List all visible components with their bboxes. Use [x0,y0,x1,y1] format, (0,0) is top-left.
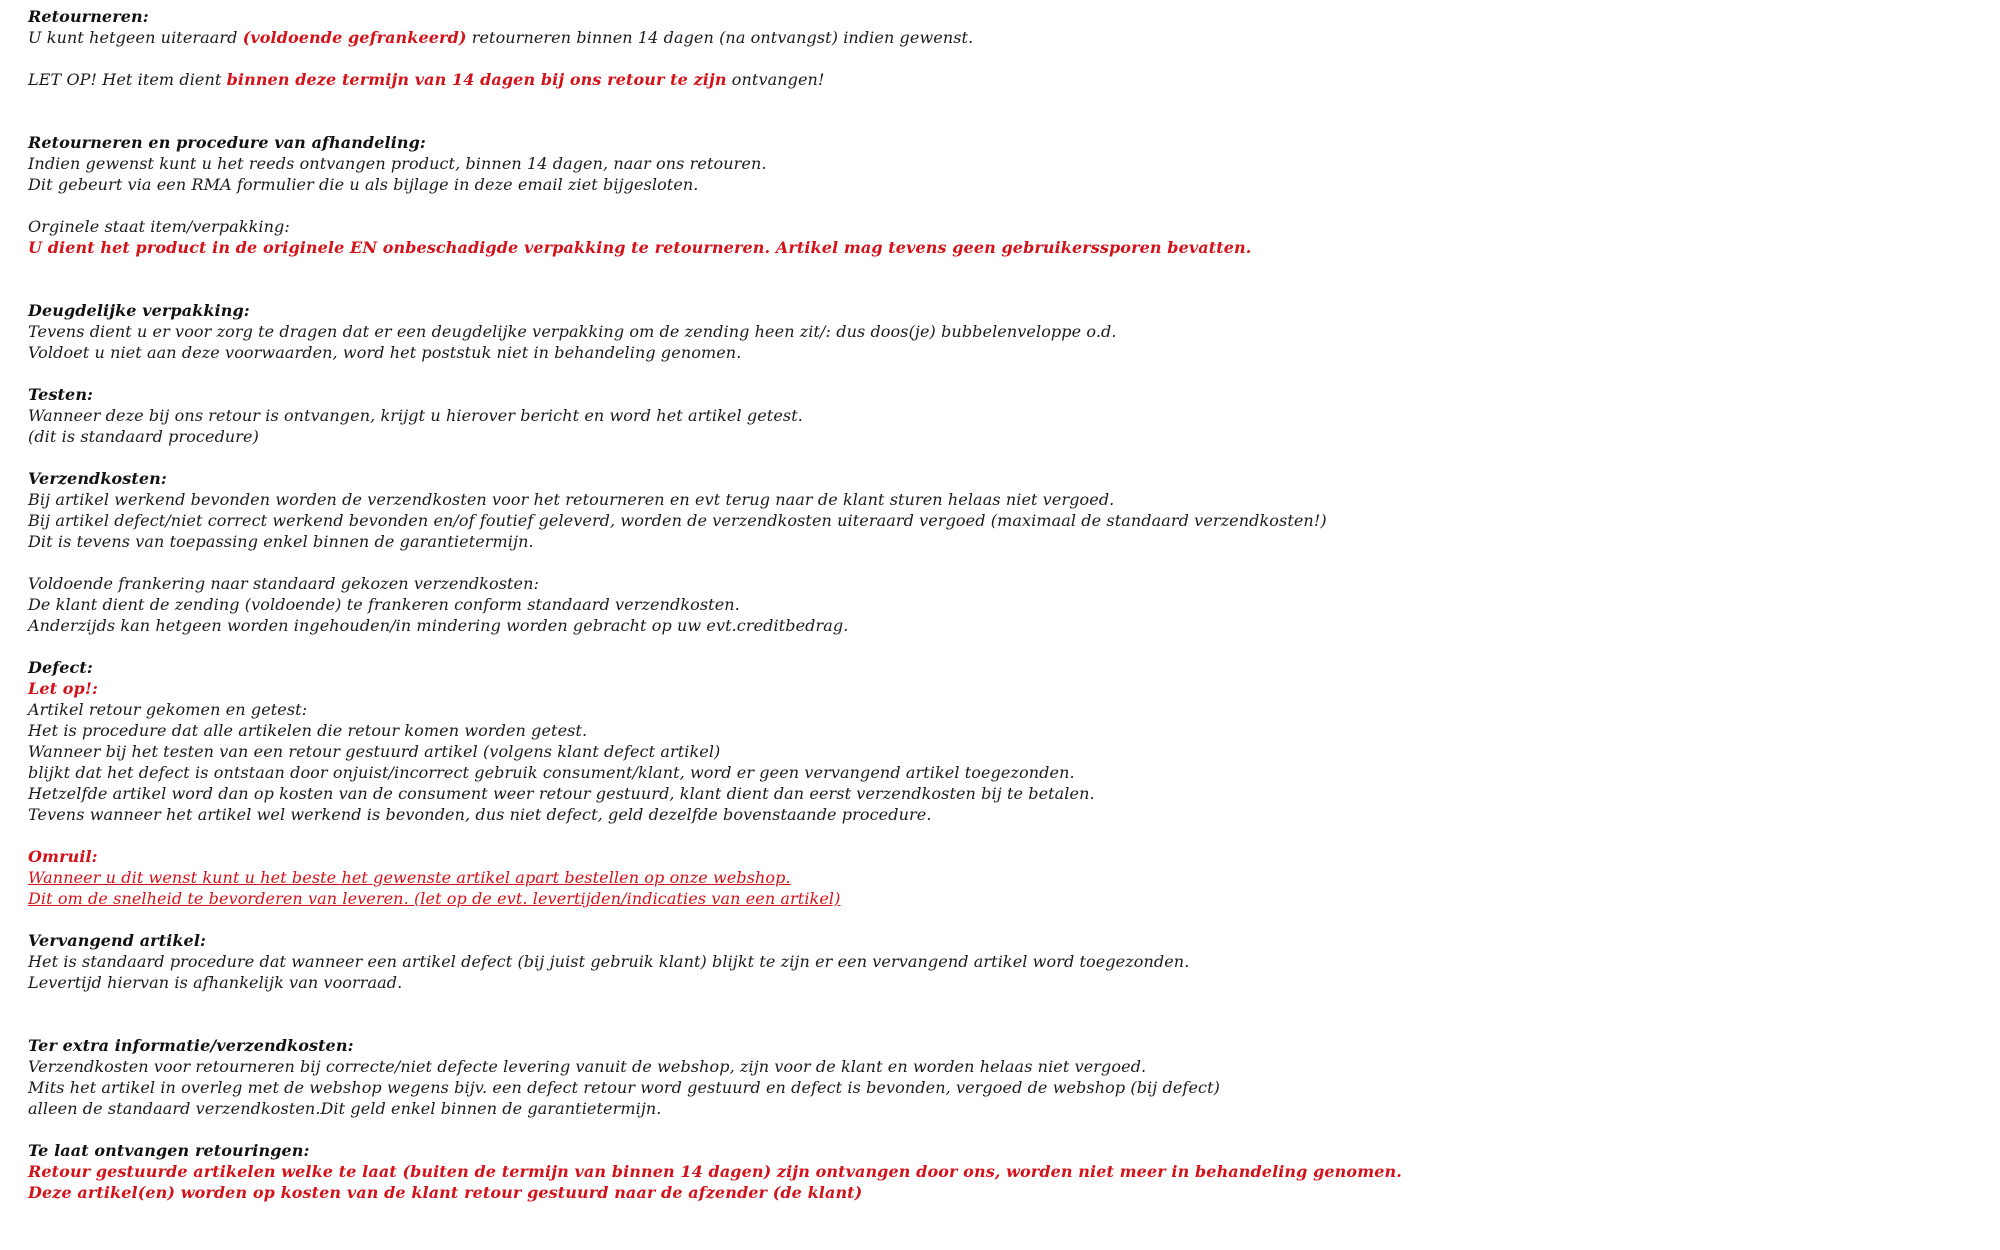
defect-line-4: blijkt dat het defect is ontstaan door onjuist/incorrect gebruik consument/klant, word er geen vervangend artikel toegezonden. [28,763,1075,782]
defect-heading: Defect: [28,658,93,677]
verpakking-line-1: Tevens dient u er voor zorg te dragen dat er een deugdelijke verpakking om de zending heen zit/: dus doos(je) bubbelenveloppe o.d. [28,322,1117,341]
testen-heading: Testen: [28,385,94,404]
frankering-line-2: Anderzijds kan hetgeen worden ingehouden/in mindering worden gebracht op uw evt.creditbedrag. [28,616,849,635]
testen-line-1: Wanneer deze bij ons retour is ontvangen, krijgt u hierover bericht en word het artikel getest. [28,406,803,425]
retourneren-heading: Retourneren: [28,7,149,26]
staat-heading: Orginele staat item/verpakking: [28,217,290,236]
procedure-heading: Retourneren en procedure van afhandeling: [28,133,426,152]
verzendkosten-line-3: Dit is tevens van toepassing enkel binnen de garantietermijn. [28,532,534,551]
defect-line-3: Wanneer bij het testen van een retour gestuurd artikel (volgens klant defect artikel) [28,742,721,761]
retourneren-line-1-b: retourneren binnen 14 dagen (na ontvangst) indien gewenst. [466,28,974,47]
extra-line-1: Verzendkosten voor retourneren bij correcte/niet defecte levering vanuit de webshop, zijn voor de klant en worden helaas niet vergoed. [28,1057,1147,1076]
procedure-line-2: Dit gebeurt via een RMA formulier die u als bijlage in deze email ziet bijgesloten. [28,175,699,194]
vervangend-line-1: Het is standaard procedure dat wanneer een artikel defect (bij juist gebruik klant) blijkt te zijn er een vervangend artikel word toegezonden. [28,952,1190,971]
retourneren-line-1-a: U kunt hetgeen uiteraard [28,28,243,47]
defect-line-1: Artikel retour gekomen en getest: [28,700,308,719]
extra-line-2: Mits het artikel in overleg met de webshop wegens bijv. een defect retour word gestuurd en defect is bevonden, vergoed de webshop (bij defect) [28,1078,1220,1097]
frankering-line-1: De klant dient de zending (voldoende) te frankeren conform standaard verzendkosten. [28,595,740,614]
verpakking-heading: Deugdelijke verpakking: [28,301,250,320]
telaat-line-2: Deze artikel(en) worden op kosten van de klant retour gestuurd naar de afzender (de klant) [28,1183,863,1202]
retourneren-line-2 [28,69,1988,90]
verpakking-line-2: Voldoet u niet aan deze voorwaarden, word het poststuk niet in behandeling genomen. [28,343,742,362]
vervangend-line-2: Levertijd hiervan is afhankelijk van voorraad. [28,973,403,992]
defect-letop: Let op!: [28,679,98,698]
omruil-heading: Omruil: [28,847,98,866]
verzendkosten-heading: Verzendkosten: [28,469,167,488]
frankering-heading: Voldoende frankering naar standaard gekozen verzendkosten: [28,574,540,593]
retourneren-line-1-highlight: (voldoende gefrankeerd) [242,28,467,47]
omruil-levertijden-link[interactable]: Dit om de snelheid te bevorderen van leveren. (let op de evt. levertijden/indicaties van een artikel) [28,889,841,908]
procedure-line-1: Indien gewenst kunt u het reeds ontvangen product, binnen 14 dagen, naar ons retouren. [28,154,767,173]
defect-line-6: Tevens wanneer het artikel wel werkend is bevonden, dus niet defect, geld dezelfde bovenstaande procedure. [28,805,932,824]
extra-line-3: alleen de standaard verzendkosten.Dit geld enkel binnen de garantietermijn. [28,1099,662,1118]
vervangend-heading: Vervangend artikel: [28,931,207,950]
extra-heading: Ter extra informatie/verzendkosten: [28,1036,354,1055]
telaat-line-1: Retour gestuurde artikelen welke te laat (buiten de termijn van binnen 14 dagen) zijn ontvangen door ons, worden niet meer in behandeling genomen. [28,1162,1402,1181]
testen-line-2: (dit is standaard procedure) [28,427,259,446]
staat-warning: U dient het product in de originele EN onbeschadigde verpakking te retourneren. Artikel mag tevens geen gebruikerssporen bevatten. [28,238,1252,257]
retourneren-line-1 [28,27,1988,48]
retourneren-line-2-a: LET OP! Het item dient [28,70,227,89]
omruil-webshop-link[interactable]: Wanneer u dit wenst kunt u het beste het gewenste artikel apart bestellen op onze webshop. [28,868,791,887]
retourneren-line-2-b: ontvangen! [726,70,825,89]
defect-line-5: Hetzelfde artikel word dan op kosten van de consument weer retour gestuurd, klant dient dan eerst verzendkosten bij te betalen. [28,784,1095,803]
verzendkosten-line-1: Bij artikel werkend bevonden worden de verzendkosten voor het retourneren en evt terug naar de klant sturen helaas niet vergoed. [28,490,1115,509]
return-policy-document [28,6,1988,1203]
telaat-heading: Te laat ontvangen retouringen: [28,1141,310,1160]
defect-line-2: Het is procedure dat alle artikelen die retour komen worden getest. [28,721,588,740]
retourneren-line-2-highlight: binnen deze termijn van 14 dagen bij ons retour te zijn [226,70,727,89]
verzendkosten-line-2: Bij artikel defect/niet correct werkend bevonden en/of foutief geleverd, worden de verzendkosten uiteraard vergoed (maximaal de standaard verzendkosten!) [28,511,1327,530]
